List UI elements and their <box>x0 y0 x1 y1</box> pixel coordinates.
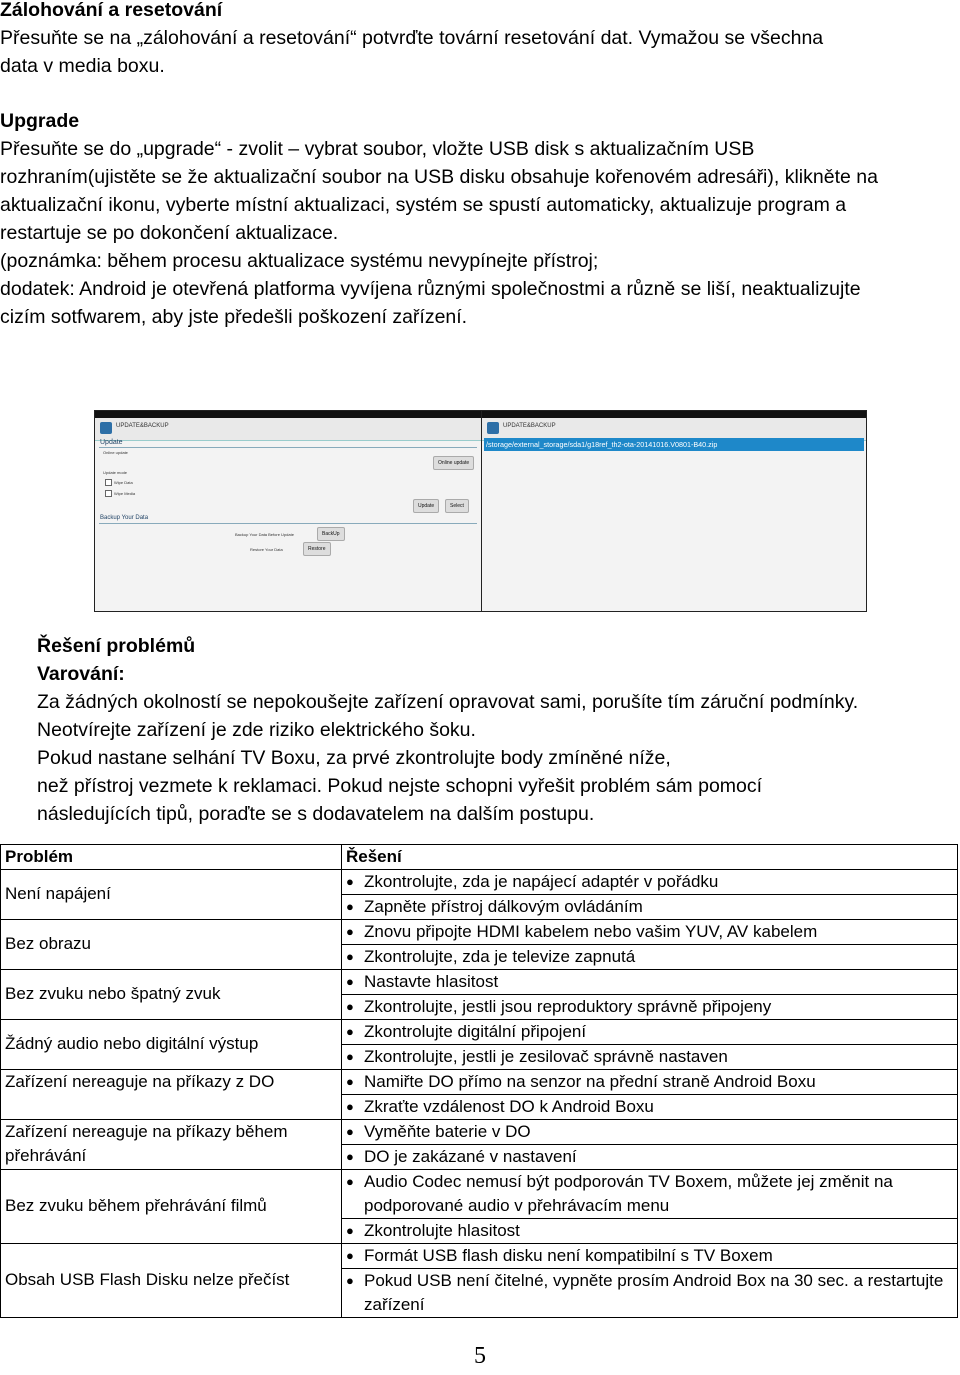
solution-item: ● Zkraťte vzdálenost DO k Android Boxu <box>342 1094 957 1119</box>
solution-item: ● Znovu připojte HDMI kabelem nebo vašim YUV, AV kabelem <box>346 920 953 944</box>
table-row <box>1 1244 958 1318</box>
problem-cell: Obsah USB Flash Disku nelze přečíst <box>1 1244 342 1318</box>
online-update-label: Online update <box>103 450 128 455</box>
table-row <box>1 1120 958 1170</box>
table-row <box>1 1020 958 1070</box>
section-title-upgrade: Upgrade <box>0 110 80 132</box>
page-number: 5 <box>474 1343 486 1369</box>
solution-item: ● Zkontrolujte hlasitost <box>342 1218 957 1243</box>
solution-item: ● Zkontrolujte, zda je napájecí adaptér v pořádku <box>346 870 953 894</box>
troubleshooting-table <box>0 844 958 1318</box>
wipe-media-label: Wipe Media <box>114 491 136 496</box>
solution-item: ● Vyměňte baterie v DO <box>346 1120 953 1144</box>
update-heading: Update <box>100 439 123 446</box>
app-bar <box>95 418 481 441</box>
backup-button[interactable]: BackUp <box>317 527 345 541</box>
solution-cell <box>342 1070 958 1120</box>
solution-cell <box>342 920 958 970</box>
paragraph-line: rozhraním(ujistěte se že aktualizační soubor na USB disku obsahuje kořenovém adresáři), klikněte na <box>0 166 878 188</box>
problem-cell: Zařízení nereaguje na příkazy během přehrávání <box>1 1120 342 1170</box>
select-button[interactable]: Select <box>445 499 469 513</box>
app-icon <box>487 422 499 434</box>
warning-line: Za žádných okolností se nepokoušejte zařízení opravovat sami, porušíte tím záruční podmínky. <box>37 691 859 713</box>
file-path: /storage/external_storage/sda1/g18ref_th2-ota-20141016.V0801-B40.zip <box>486 440 718 449</box>
wipe-data-checkbox[interactable] <box>105 479 112 486</box>
troubleshooting-title: Řešení problémů <box>37 635 196 657</box>
column-header-problem: Problém <box>1 845 342 870</box>
problem-cell: Není napájení <box>1 870 342 920</box>
solution-item: ● Zapněte přístroj dálkovým ovládáním <box>342 894 957 919</box>
selected-file-row[interactable] <box>484 438 864 451</box>
table-header-row <box>1 845 958 870</box>
status-bar <box>95 411 481 418</box>
problem-cell: Žádný audio nebo digitální výstup <box>1 1020 342 1070</box>
online-update-button[interactable]: Online update <box>433 456 474 470</box>
table-row <box>1 1070 958 1120</box>
warning-line: Neotvírejte zařízení je zde riziko elektrického šoku. <box>37 719 476 741</box>
problem-cell: Bez zvuku nebo špatný zvuk <box>1 970 342 1020</box>
solution-item: ● Zkontrolujte, zda je televize zapnutá <box>342 944 957 969</box>
update-mode-label: Update mode <box>103 470 128 475</box>
paragraph-line: Přesuňte se na „zálohování a resetování“ potvrďte tovární resetování dat. Vymažou se všechna <box>0 27 824 49</box>
section-title-backup: Zálohování a resetování <box>0 0 223 21</box>
paragraph-line: cizím sotfwarem, aby jste předešli poškození zařízení. <box>0 306 468 328</box>
warning-line: následujících tipů, poraďte se s dodavatelem na dalším postupu. <box>37 803 595 825</box>
app-title: UPDATE&BACKUP <box>116 423 169 429</box>
solution-item: ● Formát USB flash disku není kompatibilní s TV Boxem <box>346 1244 953 1268</box>
divider <box>99 447 477 448</box>
paragraph-line: Přesuňte se do „upgrade“ - zvolit – vybrat soubor, vložte USB disk s aktualizačním USB <box>0 138 755 160</box>
status-bar <box>482 411 866 418</box>
solution-item: ● Zkontrolujte digitální připojení <box>346 1020 953 1044</box>
problem-cell: Bez obrazu <box>1 920 342 970</box>
solution-item: ● Pokud USB není čitelné, vypněte prosím Android Box na 30 sec. a restartujte zařízení <box>342 1268 957 1317</box>
paragraph-line: (poznámka: během procesu aktualizace systému nevypínejte přístroj; <box>0 250 599 272</box>
file-select-screenshot <box>481 410 867 612</box>
solution-item: ● Zkontrolujte, jestli je zesilovač správně nastaven <box>342 1044 957 1069</box>
solution-item: ● Audio Codec nemusí být podporován TV Boxem, můžete jej změnit na podporované audio v přehrávacím menu <box>346 1170 953 1218</box>
paragraph-line: dodatek: Android je otevřená platforma vyvíjena různými společnostmi a různě se liší, neaktualizujte <box>0 278 861 300</box>
warning-line: Pokud nastane selhání TV Boxu, za prvé zkontrolujte body zmíněné níže, <box>37 747 671 769</box>
app-title: UPDATE&BACKUP <box>503 423 556 429</box>
update-screen-screenshot <box>94 410 482 612</box>
solution-cell <box>342 870 958 920</box>
warning-title: Varování: <box>37 663 125 685</box>
app-icon <box>100 422 112 434</box>
backup-heading: Backup Your Data <box>100 515 149 521</box>
solution-item: ● Nastavte hlasitost <box>346 970 953 994</box>
solution-cell <box>342 1120 958 1170</box>
table-row <box>1 920 958 970</box>
solution-item: ● DO je zakázané v nastavení <box>342 1144 957 1169</box>
table-row <box>1 970 958 1020</box>
solution-item: ● Namiřte DO přímo na senzor na přední straně Android Boxu <box>346 1070 953 1094</box>
table-row <box>1 870 958 920</box>
wipe-data-label: Wipe Data <box>114 480 133 485</box>
problem-cell: Bez zvuku během přehrávání filmů <box>1 1170 342 1244</box>
wipe-media-checkbox[interactable] <box>105 490 112 497</box>
restore-button[interactable]: Restore <box>303 542 331 556</box>
solution-cell <box>342 970 958 1020</box>
solution-cell <box>342 1020 958 1070</box>
restore-label: Restore Your Data <box>250 547 283 552</box>
column-header-solution: Řešení <box>342 845 958 870</box>
table-row <box>1 1170 958 1244</box>
problem-cell: Zařízení nereaguje na příkazy z DO <box>1 1070 342 1120</box>
warning-line: než přístroj vezmete k reklamaci. Pokud nejste schopni vyřešit problém sám pomocí <box>37 775 763 797</box>
solution-item: ● Zkontrolujte, jestli jsou reproduktory správně připojeny <box>342 994 957 1019</box>
update-button[interactable]: Update <box>413 499 439 513</box>
backup-label: Backup Your Data Before Update <box>235 532 294 537</box>
paragraph-line: aktualizační ikonu, vyberte místní aktualizaci, systém se spustí automaticky, aktualizuje program a <box>0 194 847 216</box>
divider <box>99 523 477 524</box>
paragraph-line: restartuje se po dokončení aktualizace. <box>0 222 339 244</box>
paragraph-line: data v media boxu. <box>0 55 165 77</box>
solution-cell <box>342 1170 958 1244</box>
solution-cell <box>342 1244 958 1318</box>
